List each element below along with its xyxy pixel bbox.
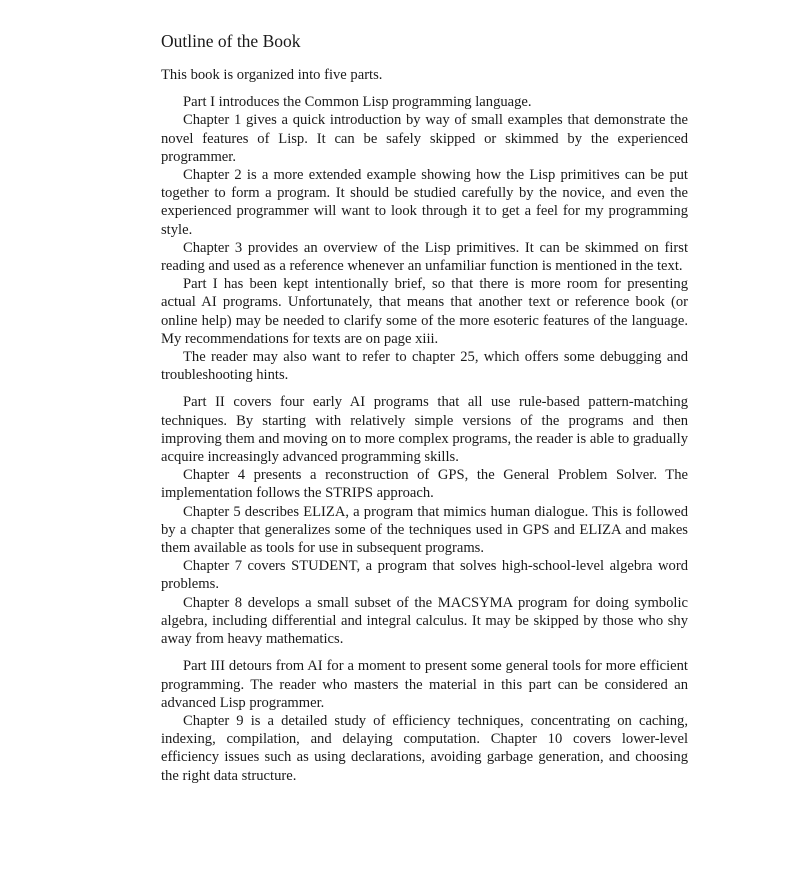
paragraph: Chapter 1 gives a quick introduction by way of small examples that demonstrate the novel features of Lisp. It can be safely skipped or skimmed by the experienced programmer. — [161, 112, 688, 165]
paragraph: Chapter 4 presents a reconstruction of GPS, the General Problem Solver. The implementation follows the STRIPS approach. — [161, 467, 688, 502]
paragraph: The reader may also want to refer to chapter 25, which offers some debugging and troubleshooting hints. — [161, 349, 688, 384]
paragraph: Part I introduces the Common Lisp programming language. — [183, 94, 532, 111]
paragraph: Part III detours from AI for a moment to present some general tools for more efficient programming. The reader who masters the material in this part can be considered an advanced Lisp programmer. — [161, 658, 688, 711]
part-two-section — [161, 393, 688, 648]
paragraph: Chapter 3 provides an overview of the Lisp primitives. It can be skimmed on first reading and used as a reference whenever an unfamiliar function is mentioned in the text. — [161, 239, 688, 275]
paragraph: Chapter 8 develops a small subset of the MACSYMA program for doing symbolic algebra, including differential and integral calculus. It may be skipped by those who shy away from heavy mathematics. — [161, 594, 688, 648]
paragraph: Part I has been kept intentionally brief, so that there is more room for presenting actual AI programs. Unfortunately, that means that another text or reference book (or online help) may be needed to clarify some of the more esoteric features of the language. My recommendations for texts are on page xiii. — [161, 276, 688, 347]
paragraph: Part II covers four early AI programs that all use rule-based pattern-matching techniques. By starting with relatively simple versions of the programs and then improving them and moving on to more complex programs, the reader is able to gradually acquire increasingly advanced programming skills. — [161, 394, 688, 466]
paragraph: Chapter 2 is a more extended example showing how the Lisp primitives can be put together to form a program. It should be studied carefully by the novice, and even the experienced programmer will want to look through it to get a feel for my programming style. — [161, 167, 688, 238]
page-title: Outline of the Book — [161, 31, 301, 51]
paragraph: Chapter 7 covers STUDENT, a program that solves high-school-level algebra word problems. — [161, 558, 688, 593]
part-one-section — [161, 93, 688, 384]
paragraph: Chapter 9 is a detailed study of efficiency techniques, concentrating on caching, indexing, compilation, and delaying computation. Chapter 10 covers lower-level efficiency issues such as using declarations, avoiding garbage generation, and choosing the right data structure. — [161, 712, 688, 784]
paragraph: Chapter 5 describes ELIZA, a program that mimics human dialogue. This is followed by a chapter that generalizes some of the techniques used in GPS and ELIZA and makes them available as tools for use in subsequent programs. — [161, 503, 688, 557]
document-page — [161, 30, 688, 794]
part-three-section — [161, 657, 688, 784]
intro-paragraph: This book is organized into five parts. — [161, 67, 383, 83]
